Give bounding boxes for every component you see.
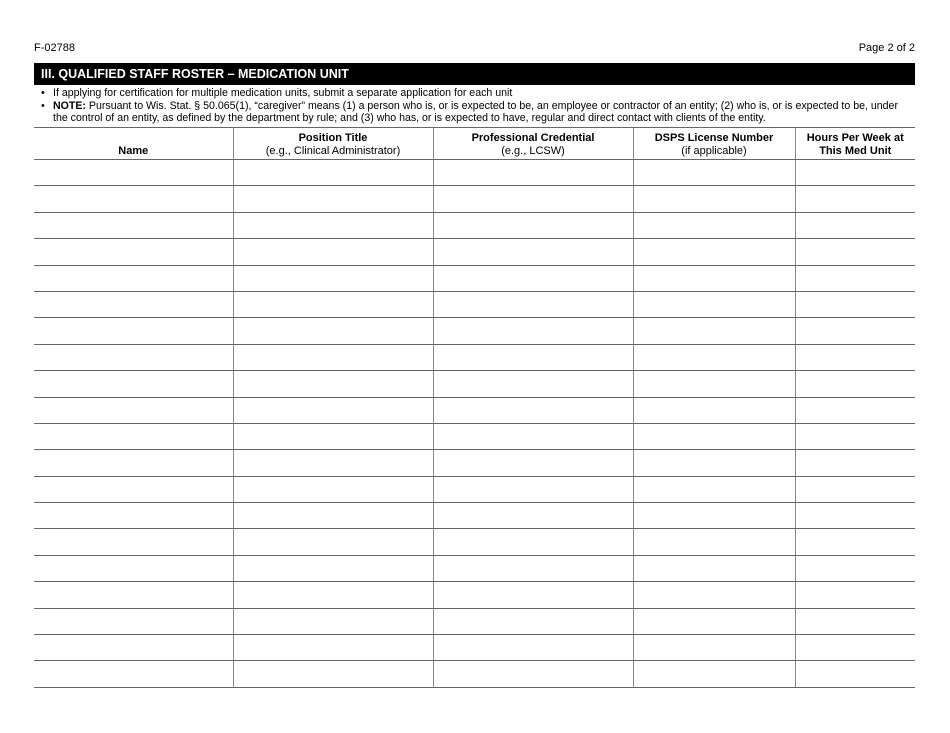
table-cell [633,661,795,687]
table-cell [34,318,233,344]
table-row [34,186,915,212]
table-cell [633,582,795,608]
table-cell [433,503,633,529]
table-cell [34,608,233,634]
table-cell [433,555,633,581]
credential-field[interactable] [434,661,633,686]
name-field[interactable] [34,635,233,660]
hours-field[interactable] [796,556,916,581]
hours-field[interactable] [796,239,916,264]
position-field[interactable] [234,371,433,396]
table-cell [233,450,433,476]
name-field[interactable] [34,186,233,211]
table-cell [233,476,433,502]
name-field[interactable] [34,529,233,554]
name-field[interactable] [34,556,233,581]
column-header-position [233,128,433,160]
table-body [34,160,915,688]
license-field[interactable] [634,556,795,581]
credential-field[interactable] [434,318,633,343]
license-field[interactable] [634,266,795,291]
credential-field[interactable] [434,635,633,660]
license-field[interactable] [634,503,795,528]
hours-field[interactable] [796,160,916,185]
hours-field[interactable] [796,213,916,238]
table-row [34,160,915,186]
table-row [34,661,915,687]
credential-field[interactable] [434,503,633,528]
table-cell [233,423,433,449]
table-cell [34,186,233,212]
table-cell [433,318,633,344]
position-field[interactable] [234,160,433,185]
table-row [34,423,915,449]
table-cell [795,239,915,265]
table-cell [795,529,915,555]
table-cell [433,186,633,212]
name-field[interactable] [34,398,233,423]
table-cell [433,423,633,449]
column-header-hours [795,128,915,160]
column-header-credential [433,128,633,160]
name-field[interactable] [34,503,233,528]
credential-field[interactable] [434,450,633,475]
table-cell [795,582,915,608]
table-cell [795,344,915,370]
table-cell [633,160,795,186]
table-cell [233,212,433,238]
table-cell [795,423,915,449]
position-field[interactable] [234,529,433,554]
hours-field[interactable] [796,582,916,607]
table-cell [433,608,633,634]
table-cell [233,529,433,555]
credential-field[interactable] [434,477,633,502]
credential-field[interactable] [434,213,633,238]
name-field[interactable] [34,609,233,634]
table-cell [34,344,233,370]
table-cell [633,186,795,212]
position-field[interactable] [234,450,433,475]
credential-field[interactable] [434,186,633,211]
table-row [34,582,915,608]
bullet: • [41,99,45,112]
hours-field[interactable] [796,477,916,502]
table-cell [233,265,433,291]
credential-field[interactable] [434,266,633,291]
table-row [34,450,915,476]
table-cell [233,239,433,265]
table-cell [233,318,433,344]
column-title: Name [118,144,149,157]
license-field[interactable] [634,292,795,317]
table-cell [34,291,233,317]
position-field[interactable] [234,186,433,211]
table-cell [34,212,233,238]
table-cell [433,265,633,291]
name-field[interactable] [34,424,233,449]
name-field[interactable] [34,371,233,396]
table-cell [233,608,433,634]
table-cell [795,661,915,687]
table-cell [34,239,233,265]
table-cell [433,212,633,238]
license-field[interactable] [634,582,795,607]
license-field[interactable] [634,318,795,343]
table-cell [34,397,233,423]
credential-field[interactable] [434,529,633,554]
table-cell [34,160,233,186]
license-field[interactable] [634,160,795,185]
hours-field[interactable] [796,424,916,449]
hours-field[interactable] [796,398,916,423]
table-cell [233,344,433,370]
column-subtitle: (if applicable) [681,144,747,157]
table-cell [795,318,915,344]
table-cell [34,450,233,476]
credential-field[interactable] [434,609,633,634]
table-cell [795,212,915,238]
license-field[interactable] [634,398,795,423]
column-header-name [34,128,233,160]
table-cell [633,423,795,449]
table-cell [34,529,233,555]
position-field[interactable] [234,266,433,291]
license-field[interactable] [634,635,795,660]
table-cell [433,160,633,186]
table-cell [233,503,433,529]
table-row [34,608,915,634]
table-cell [433,371,633,397]
table-cell [433,529,633,555]
table-cell [34,661,233,687]
table-cell [233,661,433,687]
table-cell [233,371,433,397]
table-cell [34,476,233,502]
position-field[interactable] [234,292,433,317]
instructions [34,87,915,125]
table-cell [433,239,633,265]
table-row [34,212,915,238]
license-field[interactable] [634,239,795,264]
table-cell [233,160,433,186]
hours-field[interactable] [796,186,916,211]
table-cell [795,503,915,529]
name-field[interactable] [34,318,233,343]
table-cell [433,344,633,370]
table-cell [34,635,233,661]
column-subtitle: This Med Unit [819,144,892,157]
hours-field[interactable] [796,529,916,554]
license-field[interactable] [634,477,795,502]
column-header-license [633,128,795,160]
credential-field[interactable] [434,160,633,185]
table-cell [795,160,915,186]
table-cell [633,450,795,476]
license-field[interactable] [634,213,795,238]
name-field[interactable] [34,160,233,185]
table-cell [633,291,795,317]
table-cell [795,291,915,317]
hours-field[interactable] [796,661,916,686]
credential-field[interactable] [434,345,633,370]
license-field[interactable] [634,450,795,475]
name-field[interactable] [34,345,233,370]
instruction-text: If applying for certification for multiple medication units, submit a separate application for each unit [53,87,513,99]
credential-field[interactable] [434,398,633,423]
license-field[interactable] [634,371,795,396]
hours-field[interactable] [796,450,916,475]
table-row [34,555,915,581]
license-field[interactable] [634,345,795,370]
table-cell [633,529,795,555]
position-field[interactable] [234,213,433,238]
position-field[interactable] [234,477,433,502]
hours-field[interactable] [796,345,916,370]
position-field[interactable] [234,503,433,528]
position-field[interactable] [234,609,433,634]
table-cell [34,423,233,449]
table-cell [34,503,233,529]
table-row [34,239,915,265]
position-field[interactable] [234,239,433,264]
name-field[interactable] [34,661,233,686]
position-field[interactable] [234,582,433,607]
table-cell [433,476,633,502]
name-field[interactable] [34,213,233,238]
table-cell [433,635,633,661]
table-cell [34,265,233,291]
table-cell [633,344,795,370]
table-cell [633,265,795,291]
hours-field[interactable] [796,609,916,634]
table-header-row [34,128,915,160]
table-cell [233,397,433,423]
position-field[interactable] [234,635,433,660]
table-row [34,529,915,555]
table-row [34,318,915,344]
credential-field[interactable] [434,582,633,607]
table-cell [433,582,633,608]
hours-field[interactable] [796,371,916,396]
license-field[interactable] [634,529,795,554]
table-row [34,265,915,291]
table-row [34,291,915,317]
table-cell [233,582,433,608]
table-cell [795,476,915,502]
table-cell [433,291,633,317]
bullet: • [41,87,45,99]
table-cell [795,265,915,291]
table-cell [34,582,233,608]
name-field[interactable] [34,292,233,317]
license-field[interactable] [634,186,795,211]
note-label: NOTE: [53,99,86,112]
position-field[interactable] [234,424,433,449]
table-cell [633,608,795,634]
hours-field[interactable] [796,503,916,528]
table-cell [633,239,795,265]
hours-field[interactable] [796,635,916,660]
name-field[interactable] [34,266,233,291]
table-cell [633,212,795,238]
page-number: Page 2 of 2 [858,42,915,54]
name-field[interactable] [34,239,233,264]
table-cell [34,555,233,581]
table-row [34,635,915,661]
table-cell [633,397,795,423]
table-cell [233,186,433,212]
credential-field[interactable] [434,556,633,581]
table-cell [795,608,915,634]
name-field[interactable] [34,450,233,475]
license-field[interactable] [634,661,795,686]
credential-field[interactable] [434,292,633,317]
table-cell [633,318,795,344]
credential-field[interactable] [434,371,633,396]
position-field[interactable] [234,556,433,581]
table-cell [433,450,633,476]
column-title: Position Title [298,132,368,144]
hours-field[interactable] [796,292,916,317]
table-cell [795,397,915,423]
table-cell [633,503,795,529]
table-cell [433,397,633,423]
position-field[interactable] [234,398,433,423]
column-subtitle: (e.g., Clinical Administrator) [265,144,401,157]
table-row [34,503,915,529]
table-row [34,371,915,397]
column-subtitle: (e.g., LCSW) [501,144,565,157]
position-field[interactable] [234,345,433,370]
table-row [34,476,915,502]
form-number: F-02788 [34,42,75,54]
table-cell [233,291,433,317]
table-cell [795,371,915,397]
table-cell [633,476,795,502]
table-cell [795,635,915,661]
position-field[interactable] [234,661,433,686]
column-title: Hours Per Week at [806,132,904,144]
table-cell [233,555,433,581]
instruction-item [34,100,915,125]
staff-roster-table [34,127,915,688]
table-cell [633,635,795,661]
table-cell [633,371,795,397]
credential-field[interactable] [434,424,633,449]
license-field[interactable] [634,424,795,449]
note-text: Pursuant to Wis. Stat. § 50.065(1), “caregiver” means (1) a person who is, or is expected to be, an employee or contractor of an entity; (2) who is, or is expected to be, under the control of an entity, as defined by the department by rule; and (3) who has, or is expected to have, regular and direct contact with clients of the entity. [53,99,898,124]
credential-field[interactable] [434,239,633,264]
section-title: III. QUALIFIED STAFF ROSTER – MEDICATION UNIT [34,63,915,85]
column-title: DSPS License Number [654,132,774,144]
position-field[interactable] [234,318,433,343]
table-cell [795,555,915,581]
table-cell [233,635,433,661]
table-cell [795,450,915,476]
instruction-item [34,87,915,100]
table-cell [433,661,633,687]
column-title: Professional Credential [471,132,595,144]
table-row [34,397,915,423]
table-cell [795,186,915,212]
name-field[interactable] [34,582,233,607]
hours-field[interactable] [796,318,916,343]
table-cell [633,555,795,581]
name-field[interactable] [34,477,233,502]
license-field[interactable] [634,609,795,634]
table-row [34,344,915,370]
hours-field[interactable] [796,266,916,291]
table-cell [34,371,233,397]
